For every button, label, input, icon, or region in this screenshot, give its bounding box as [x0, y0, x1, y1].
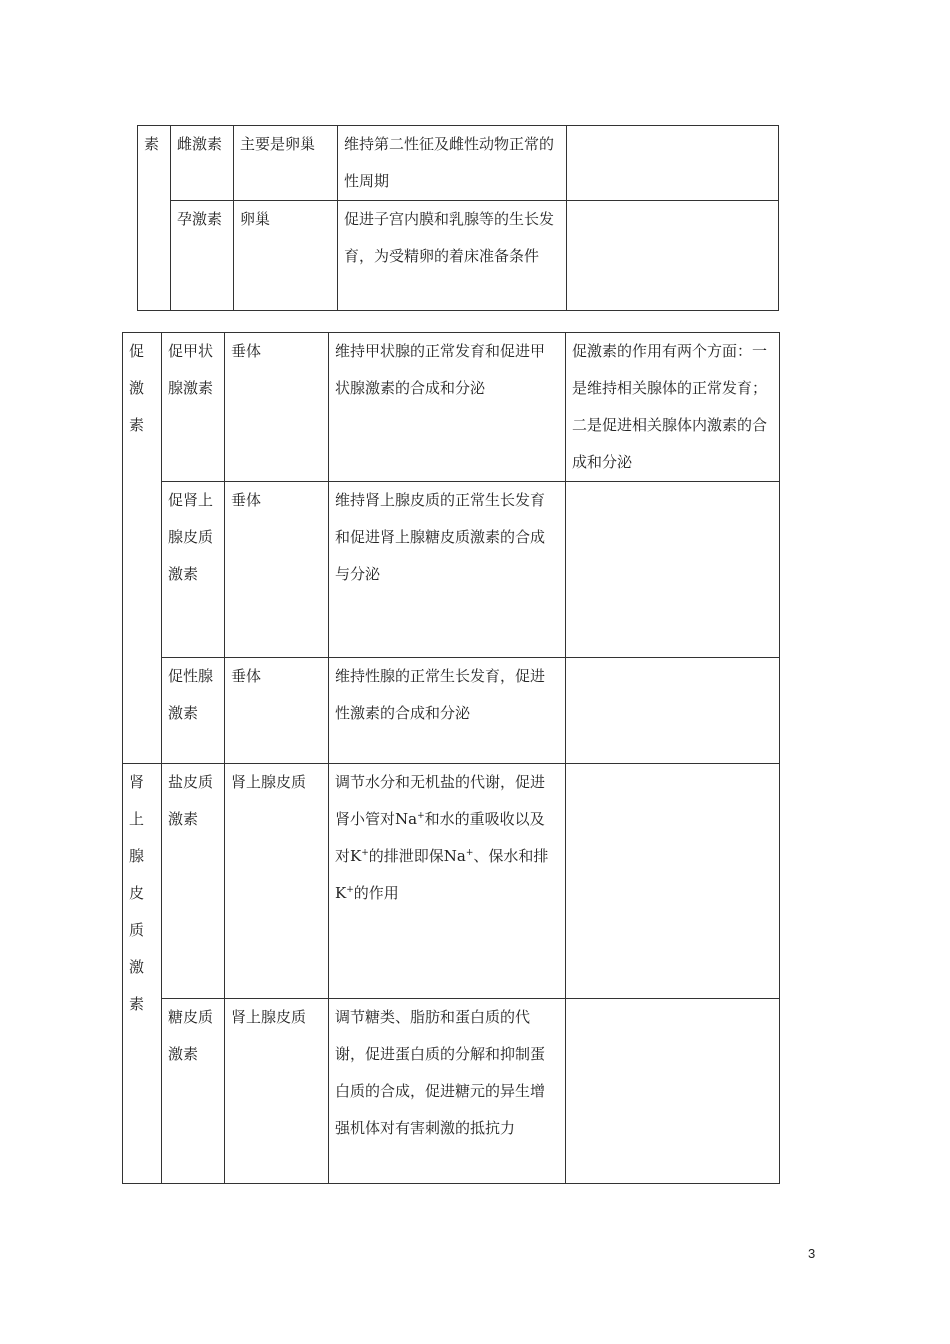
function-cell: 调节糖类、脂肪和蛋白质的代谢，促进蛋白质的分解和抑制蛋白质的合成，促进糖元的异生增强机体对有害刺激的抵抗力	[329, 999, 566, 1184]
function-text: 的排泄即保Na	[368, 847, 466, 865]
function-text: 和水的重吸收以及对K	[335, 810, 545, 865]
hormone-name-cell: 糖皮质激素	[162, 999, 225, 1184]
function-text: 、保水和排K	[335, 847, 549, 902]
gland-cell: 肾上腺皮质	[225, 999, 329, 1184]
hormone-name-cell: 促甲状腺激素	[162, 333, 225, 482]
gland-cell: 主要是卵巢	[234, 126, 338, 201]
table-row	[123, 764, 780, 999]
superscript: +	[465, 848, 474, 858]
note-cell	[566, 658, 780, 764]
superscript: +	[346, 885, 354, 895]
table-row	[123, 333, 780, 482]
table-row	[138, 201, 779, 311]
gland-cell: 垂体	[225, 333, 329, 482]
superscript: +	[361, 848, 369, 858]
group-cell: 素	[138, 126, 171, 311]
note-cell: 促激素的作用有两个方面：一是维持相关腺体的正常发育；二是促进相关腺体内激素的合成和分泌	[566, 333, 780, 482]
function-cell: 促进子宫内膜和乳腺等的生长发育，为受精卵的着床准备条件	[338, 201, 567, 311]
table-row	[123, 658, 780, 764]
hormone-name-cell: 雌激素	[171, 126, 234, 201]
note-cell	[567, 201, 779, 311]
function-text: 的作用	[353, 884, 399, 902]
hormone-table	[122, 332, 780, 1184]
hormone-name-cell: 促肾上腺皮质激素	[162, 482, 225, 658]
function-cell: 维持甲状腺的正常发育和促进甲状腺激素的合成和分泌	[329, 333, 566, 482]
group-cell: 肾上腺皮质激素	[123, 764, 162, 1184]
table-row	[123, 999, 780, 1184]
function-cell: 维持第二性征及雌性动物正常的性周期	[338, 126, 567, 201]
function-text: 调节水分和无机盐的代谢，促进肾小管对Na	[335, 773, 546, 828]
note-cell	[567, 126, 779, 201]
note-cell	[566, 999, 780, 1184]
superscript: +	[417, 811, 425, 821]
group-cell: 促激素	[123, 333, 162, 764]
hormone-name-cell: 孕激素	[171, 201, 234, 311]
note-cell	[566, 482, 780, 658]
function-cell	[329, 764, 566, 999]
hormone-table-continued	[137, 125, 779, 311]
function-cell: 维持肾上腺皮质的正常生长发育和促进肾上腺糖皮质激素的合成与分泌	[329, 482, 566, 658]
hormone-name-cell: 促性腺激素	[162, 658, 225, 764]
table-row	[138, 126, 779, 201]
gland-cell: 垂体	[225, 482, 329, 658]
function-cell: 维持性腺的正常生长发育，促进性激素的合成和分泌	[329, 658, 566, 764]
table-row	[123, 482, 780, 658]
page-number: 3	[808, 1246, 816, 1261]
gland-cell: 肾上腺皮质	[225, 764, 329, 999]
gland-cell: 卵巢	[234, 201, 338, 311]
hormone-name-cell: 盐皮质激素	[162, 764, 225, 999]
note-cell	[566, 764, 780, 999]
gland-cell: 垂体	[225, 658, 329, 764]
